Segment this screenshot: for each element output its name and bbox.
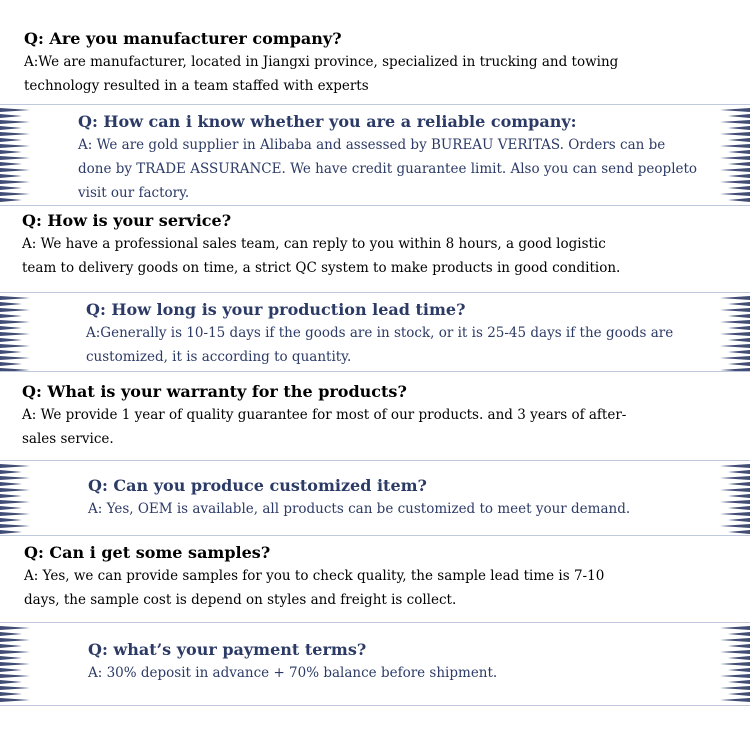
faq-question: Q: Are you manufacturer company? — [24, 29, 342, 48]
faq-answer: A:Generally is 10-15 days if the goods are in stock, or it is 25-45 days if the goods are customized, it is according to quantity. — [86, 325, 674, 365]
faq-answer: A:We are manufacturer, located in Jiangxi province, specialized in trucking and towing technology resulted in a team staffed with experts — [24, 54, 619, 94]
faq-question: Q: How long is your production lead time? — [86, 300, 466, 319]
faq-answer: A: We provide 1 year of quality guarantee for most of our products. and 3 years of after-sales service. — [22, 407, 627, 447]
faq-answer: A: Yes, OEM is available, all products can be customized to meet your demand. — [88, 501, 631, 517]
faq-question: Q: Can you produce customized item? — [88, 476, 427, 495]
faq-answer: A: 30% deposit in advance + 70% balance before shipment. — [88, 665, 498, 681]
faq-answer: A: Yes, we can provide samples for you to check quality, the sample lead time is 7-10 days, the sample cost is depend on styles and freight is collect. — [24, 568, 605, 608]
faq-question: Q: Can i get some samples? — [24, 543, 271, 562]
faq-band-payment — [0, 622, 750, 706]
faq-answer: A: We are gold supplier in Alibaba and assessed by BUREAU VERITAS. Orders can be done by TRADE ASSURANCE. We have credit guarantee limit. Also you can send peopleto visit our factory. — [78, 137, 698, 201]
faq-question: Q: How is your service? — [22, 211, 232, 230]
faq-answer: A: We have a professional sales team, can reply to you within 8 hours, a good logistic team to delivery goods on time, a strict QC system to make products in good condition. — [22, 236, 621, 276]
faq-item-manufacturer — [0, 28, 750, 98]
faq-question: Q: How can i know whether you are a reliable company: — [78, 112, 577, 131]
faq-band-customized — [0, 460, 750, 536]
faq-item-service — [0, 210, 750, 280]
faq-band-lead-time — [0, 292, 750, 372]
faq-item-warranty — [0, 381, 750, 451]
faq-band-reliable — [0, 104, 750, 206]
faq-question: Q: what’s your payment terms? — [88, 640, 367, 659]
faq-item-samples — [0, 542, 750, 612]
faq-question: Q: What is your warranty for the products? — [22, 382, 407, 401]
